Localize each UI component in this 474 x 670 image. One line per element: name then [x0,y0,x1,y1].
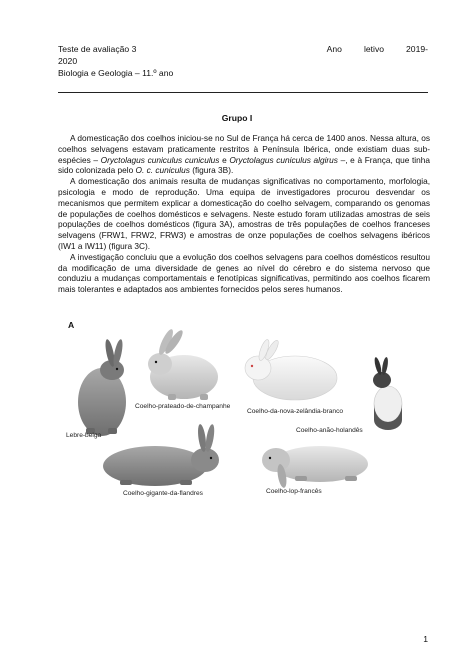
caption-prateado-de-champanhe: Coelho-prateado-de-champanhe [135,403,231,410]
paragraph-1-and: e [219,154,230,165]
belgian-hare-image [78,339,126,436]
section-title: Grupo I [221,113,253,123]
flemish-giant-rabbit-image [103,424,219,486]
species-name-1: Oryctolagus cuniculus cuniculus [100,154,220,165]
caption-lop-frances: Coelho-lop-francês [266,488,322,495]
paragraph-3: A investigação concluiu que a evolução dos coelhos selvagens para coelhos domésticos resultou da modificação de uma diversidade de genes ao nível do cérebro e do sistema nervoso que conduziu a mudanças comportamentais e fenotípicas significativas, permitindo aos coelhos ficarem mais tolerantes e adaptados aos ambientes fornecidos pelos seres humanos. [58,251,430,295]
dutch-dwarf-rabbit-image [373,357,402,430]
school-year [327,44,428,55]
body-text [58,133,430,295]
school-year-label: Ano [326,44,342,54]
header-divider [58,92,428,93]
champagne-silver-rabbit-image [148,328,218,400]
species-name-3: O. c. cuniculus [135,165,190,176]
species-name-2: Oryctolagus cuniculus algirus [229,154,338,165]
school-year-end: 2020 [58,56,78,66]
paragraph-1-text-c: (figura 3B). [189,165,234,176]
subject-line: Biologia e Geologia – 11.º ano [58,68,174,78]
french-lop-rabbit-image [262,446,368,489]
paragraph-1 [58,133,430,176]
test-title: Teste de avaliação 3 [58,44,137,54]
figure-label: A [68,320,75,330]
paragraph-1-text-b: –, e à França, que tinha sido colonizada pelo [58,154,430,176]
school-year-start: 2019- [406,44,428,54]
caption-gigante-da-flandres: Coelho-gigante-da-flandres [123,490,203,497]
new-zealand-white-rabbit-image [245,338,337,400]
paragraph-2: A domesticação dos animais resulta de mudanças significativas no comportamento, morfologia, psicologia e modo de reprodução. Uma equipa de investigadores procurou desvendar os mecanismos que permitem explicar a domesticação do coelho selvagem, comparando os genomas de populações de coelhos domésticos e selvagens. Neste estudo foram utilizadas amostras de seis populações de coelhos domésticos (figura 3A), amostras de três populações de coelhos franceses selvagens (FRW1, FRW2, FRW3) e amostras de onze populações de coelhos selvagens ibéricos (IW1 a IW11) (figura 3C). [58,176,430,251]
school-year-label-2: letivo [363,44,385,54]
paragraph-1-text-a: A domesticação dos coelhos iniciou-se no Sul de França há cerca de 1400 anos. Nessa altura, os coelhos selvagens estavam praticamente restritos à Península Ibérica, onde existiam duas sub-espécies – [58,133,430,165]
rabbit-breeds-figure [60,320,430,505]
caption-lebre-belga: Lebre-belga [66,432,102,439]
page-number: 1 [423,634,428,644]
caption-nova-zelandia-branco: Coelho-da-nova-zelândia-branco [247,408,344,415]
caption-anao-holandes: Coelho-anão-holandês [296,427,363,434]
